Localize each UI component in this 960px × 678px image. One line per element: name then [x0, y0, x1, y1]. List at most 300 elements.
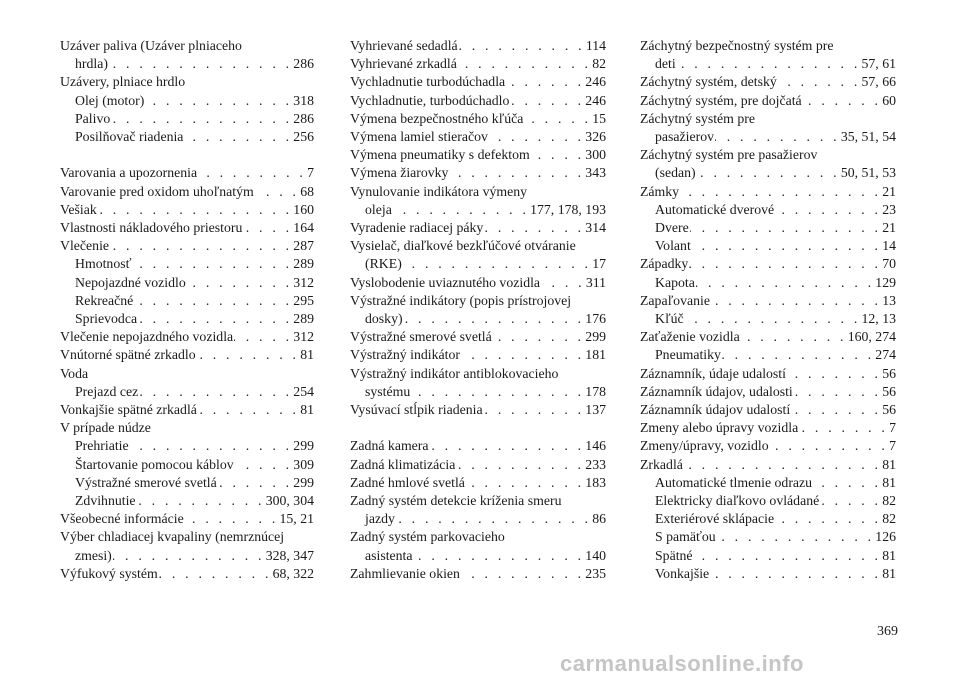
index-subentry — [350, 201, 606, 219]
index-subentry — [640, 547, 896, 565]
dot-leader — [113, 547, 265, 565]
index-entry — [350, 346, 606, 364]
entry-page-ref: 181 — [585, 347, 606, 363]
dot-leader — [234, 328, 292, 346]
index-subentry — [60, 255, 314, 273]
index-entry — [60, 201, 314, 219]
entry-page-ref: 35, 51, 54 — [840, 129, 896, 145]
entry-term: Olej (motor) — [75, 92, 145, 108]
index-entry — [60, 328, 314, 346]
entry-term: Vysúvací stĺpik riadenia — [350, 402, 483, 418]
index-entry — [350, 146, 606, 164]
index-subentry — [350, 510, 606, 528]
index-subentry — [640, 55, 896, 73]
index-entry — [60, 219, 314, 237]
index-heading: Vynulovanie indikátora výmeny — [350, 183, 528, 199]
index-entry — [60, 565, 314, 583]
entry-page-ref: 311 — [585, 274, 606, 290]
entry-page-ref: 86 — [592, 511, 606, 527]
entry-page-ref: 286 — [293, 56, 314, 72]
dot-leader — [430, 437, 585, 455]
entry-term: Výstražný indikátor — [350, 347, 460, 363]
dot-leader — [778, 73, 861, 91]
dot-leader — [506, 73, 584, 91]
entry-term: Vlečenie nepojazdného vozidla — [60, 329, 234, 345]
index-entry — [350, 437, 606, 455]
entry-page-ref: 312 — [293, 329, 314, 345]
index-subentry — [640, 310, 896, 328]
entry-page-ref: 15 — [592, 110, 606, 126]
entry-page-ref: 274 — [875, 347, 896, 363]
index-heading: Výber chladiacej kvapaliny (nemrznúcej — [60, 529, 285, 545]
index-subentry — [60, 110, 314, 128]
dot-leader — [187, 274, 293, 292]
entry-term: Zadné hmlové svetlá — [350, 474, 465, 490]
entry-term: Pneumatiky — [655, 347, 721, 363]
entry-term: S pamäťou — [655, 529, 716, 545]
entry-term: Vešiak — [60, 201, 97, 217]
index-entry — [60, 346, 314, 364]
entry-term: (sedan) — [655, 165, 696, 181]
dot-leader — [820, 492, 881, 510]
entry-page-ref: 81 — [300, 402, 314, 418]
entry-page-ref: 81 — [882, 565, 896, 581]
index-subentry — [60, 474, 314, 492]
entry-term: Sprievodca — [75, 311, 138, 327]
index-heading: Zadný systém parkovacieho — [350, 529, 505, 545]
dot-leader — [458, 55, 591, 73]
dot-leader — [799, 419, 888, 437]
entry-term: deti — [655, 56, 676, 72]
dot-leader — [722, 346, 874, 364]
entry-page-ref: 7 — [307, 165, 314, 181]
dot-leader — [130, 437, 293, 455]
dot-leader — [741, 328, 847, 346]
entry-term: Vlastnosti nákladového priestoru — [60, 220, 243, 236]
dot-leader — [696, 274, 874, 292]
entry-page-ref: 114 — [585, 38, 606, 53]
entry-term: jazdy — [365, 511, 395, 527]
index-entry — [640, 328, 896, 346]
entry-term: Dvere — [655, 220, 689, 236]
dot-leader — [791, 401, 881, 419]
index-entry — [350, 128, 606, 146]
dot-leader — [98, 201, 293, 219]
entry-term: Varovania a upozornenia — [60, 165, 198, 181]
dot-leader — [159, 565, 272, 583]
index-heading: Záchytný systém pre — [640, 110, 755, 126]
entry-term: Automatické tlmenie odrazu — [655, 474, 813, 490]
entry-page-ref: 21 — [882, 220, 896, 236]
entry-page-ref: 289 — [293, 311, 314, 327]
index-subentry — [640, 474, 896, 492]
index-subentry — [60, 456, 314, 474]
entry-page-ref: 246 — [585, 74, 606, 90]
entry-term: Kľúč — [655, 311, 684, 327]
entry-page-ref: 312 — [293, 274, 314, 290]
page-number: 369 — [877, 624, 898, 639]
dot-leader — [692, 237, 881, 255]
index-entry — [350, 164, 606, 182]
entry-page-ref: 140 — [585, 547, 606, 563]
entry-term: Vyslobodenie uviaznutého vozidla — [350, 274, 541, 290]
entry-page-ref: 50, 51, 53 — [840, 165, 896, 181]
dot-leader — [787, 365, 881, 383]
entry-term: Štartovanie pomocou káblov — [75, 456, 234, 472]
index-subentry — [60, 383, 314, 401]
entry-page-ref: 287 — [293, 238, 314, 254]
dot-leader — [403, 255, 591, 273]
dot-leader — [717, 528, 875, 546]
index-entry — [350, 401, 606, 419]
entry-term: Vnútorné spätné zrkadlo — [60, 347, 196, 363]
dot-leader — [685, 310, 861, 328]
entry-page-ref: 300 — [585, 147, 606, 163]
section-gap — [350, 419, 606, 437]
dot-leader — [684, 456, 881, 474]
entry-page-ref: 256 — [293, 129, 314, 145]
entry-term: Všeobecné informácie — [60, 511, 184, 527]
index-entry — [60, 401, 314, 419]
index-entry — [640, 183, 896, 201]
entry-page-ref: 81 — [882, 547, 896, 563]
entry-term: Exteriérové sklápacie — [655, 511, 775, 527]
entry-term: (RKE) — [365, 256, 402, 272]
index-entry — [60, 164, 314, 182]
dot-leader — [484, 219, 584, 237]
entry-term: Elektricky diaľkovo ovládané — [655, 493, 820, 509]
dot-leader — [185, 510, 279, 528]
dot-leader — [803, 92, 882, 110]
dot-leader — [198, 164, 306, 182]
index-entry — [640, 437, 896, 455]
entry-term: Prehriatie — [75, 438, 129, 454]
index-entry — [640, 292, 896, 310]
entry-term: asistenta — [365, 547, 413, 563]
dot-leader — [813, 474, 881, 492]
index-subentry — [640, 492, 896, 510]
entry-term: Volant — [655, 238, 691, 254]
dot-leader — [690, 219, 881, 237]
index-subentry — [60, 274, 314, 292]
entry-term: Vonkajšie spätné zrkadlá — [60, 402, 197, 418]
dot-leader — [770, 437, 888, 455]
entry-page-ref: 146 — [585, 438, 606, 454]
dot-leader — [137, 492, 265, 510]
index-subentry — [350, 310, 606, 328]
index-subentry — [640, 528, 896, 546]
dot-leader — [393, 201, 529, 219]
dot-leader — [449, 164, 584, 182]
entry-term: Kapota — [655, 274, 695, 290]
entry-page-ref: 326 — [585, 129, 606, 145]
dot-leader — [197, 346, 300, 364]
index-entry — [640, 92, 896, 110]
index-subentry — [640, 565, 896, 583]
entry-term: Vyradenie radiacej páky — [350, 220, 484, 236]
entry-page-ref: 129 — [875, 274, 896, 290]
entry-term: dosky) — [365, 311, 403, 327]
entry-page-ref: 12, 13 — [861, 311, 896, 327]
index-entry — [350, 55, 606, 73]
entry-term: Vyhrievané sedadlá — [350, 38, 458, 53]
dot-leader — [484, 401, 585, 419]
dot-leader — [531, 146, 585, 164]
entry-page-ref: 295 — [293, 292, 314, 308]
watermark: carmanualsonline.info — [560, 651, 804, 676]
entry-page-ref: 160, 274 — [847, 329, 896, 345]
entry-page-ref: 7 — [889, 420, 896, 436]
index-subentry — [640, 128, 896, 146]
index-subentry — [60, 92, 314, 110]
index-subentry — [60, 492, 314, 510]
index-entry — [350, 110, 606, 128]
entry-term: Výmena žiarovky — [350, 165, 449, 181]
entry-page-ref: 17 — [592, 256, 606, 272]
entry-page-ref: 21 — [882, 183, 896, 199]
dot-leader — [689, 255, 881, 273]
entry-page-ref: 235 — [585, 565, 606, 581]
entry-term: Výstražné smerové svetlá — [350, 329, 492, 345]
entry-term: Zahmlievanie okien — [350, 565, 460, 581]
dot-leader — [489, 128, 584, 146]
entry-page-ref: 56 — [882, 402, 896, 418]
entry-page-ref: 299 — [293, 474, 314, 490]
index-entry — [350, 456, 606, 474]
entry-term: Výmena pneumatiky s defektom — [350, 147, 530, 163]
index-heading: Záchytný bezpečnostný systém pre — [640, 38, 834, 53]
dot-leader — [710, 565, 881, 583]
dot-leader — [775, 201, 881, 219]
dot-leader — [243, 219, 292, 237]
entry-page-ref: 70 — [882, 256, 896, 272]
dot-leader — [235, 456, 293, 474]
entry-term: Výmena bezpečnostného kľúča — [350, 110, 524, 126]
entry-page-ref: 56 — [882, 365, 896, 381]
dot-leader — [461, 565, 584, 583]
entry-term: Záchytný systém, pre dojčatá — [640, 92, 802, 108]
dot-leader — [459, 37, 585, 55]
entry-term: Nepojazdné vozidlo — [75, 274, 186, 290]
index-subentry — [640, 346, 896, 364]
entry-page-ref: 56 — [882, 383, 896, 399]
entry-page-ref: 68 — [300, 183, 314, 199]
entry-page-ref: 176 — [585, 311, 606, 327]
index-subentry — [640, 219, 896, 237]
entry-page-ref: 23 — [882, 201, 896, 217]
dot-leader — [414, 547, 585, 565]
entry-term: Vychladnutie turbodúchadla — [350, 74, 506, 90]
index-subentry — [60, 437, 314, 455]
entry-term: Záznamník údajov, udalosti — [640, 383, 793, 399]
index-subentry — [60, 547, 314, 565]
entry-term: Zmeny/úpravy, vozidlo — [640, 438, 769, 454]
entry-term: Hmotnosť — [75, 256, 132, 272]
entry-term: Vyhrievané zrkadlá — [350, 56, 457, 72]
index-subentry — [60, 55, 314, 73]
entry-page-ref: 183 — [585, 474, 606, 490]
dot-leader — [715, 128, 840, 146]
dot-leader — [184, 128, 292, 146]
entry-term: Zrkadlá — [640, 456, 683, 472]
dot-leader — [110, 237, 292, 255]
entry-term: Posilňovač riadenia — [75, 129, 184, 145]
index-subentry — [640, 164, 896, 182]
dot-leader — [255, 183, 299, 201]
entry-page-ref: 7 — [889, 438, 896, 454]
entry-term: pasažierov — [655, 129, 714, 145]
entry-term: Výstražné smerové svetlá — [75, 474, 217, 490]
entry-term: Výmena lamiel stieračov — [350, 129, 488, 145]
entry-page-ref: 246 — [585, 92, 606, 108]
entry-page-ref: 177, 178, 193 — [530, 201, 606, 217]
index-entry — [640, 255, 896, 273]
index-entry — [350, 474, 606, 492]
index-entry — [640, 456, 896, 474]
dot-leader — [139, 383, 292, 401]
index-column-2 — [350, 37, 606, 583]
entry-term: Zapaľovanie — [640, 292, 710, 308]
entry-page-ref: 126 — [875, 529, 896, 545]
section-gap — [60, 146, 314, 164]
index-subentry — [640, 201, 896, 219]
entry-term: zmesi) — [75, 547, 112, 563]
index-subentry — [350, 255, 606, 273]
entry-page-ref: 57, 66 — [861, 74, 896, 90]
index-heading: Výstražný indikátor antiblokovacieho — [350, 365, 559, 381]
entry-term: Spätné — [655, 547, 693, 563]
entry-term: Výfukový systém — [60, 565, 158, 581]
entry-page-ref: 13 — [882, 292, 896, 308]
entry-page-ref: 160 — [293, 201, 314, 217]
index-entry — [640, 383, 896, 401]
index-entry — [350, 37, 606, 55]
entry-page-ref: 14 — [882, 238, 896, 254]
entry-page-ref: 328, 347 — [265, 547, 314, 563]
entry-page-ref: 81 — [882, 456, 896, 472]
index-entry — [350, 274, 606, 292]
entry-page-ref: 57, 61 — [861, 56, 896, 72]
index-heading: Záchytný systém pre pasažierov — [640, 147, 818, 163]
index-heading: Uzávery, plniace hrdlo — [60, 74, 186, 90]
index-column-1 — [60, 37, 314, 583]
entry-term: Palivo — [75, 110, 111, 126]
index-subentry — [640, 274, 896, 292]
entry-page-ref: 137 — [585, 402, 606, 418]
index-subentry — [60, 310, 314, 328]
entry-term: Vlečenie — [60, 238, 110, 254]
dot-leader — [133, 255, 293, 273]
index-subentry — [640, 510, 896, 528]
index-heading: Vysielač, diaľkové bezkľúčové otváranie — [350, 238, 576, 254]
entry-page-ref: 314 — [585, 220, 606, 236]
entry-term: Zámky — [640, 183, 680, 199]
entry-page-ref: 299 — [585, 329, 606, 345]
entry-page-ref: 15, 21 — [279, 511, 314, 527]
entry-page-ref: 343 — [585, 165, 606, 181]
dot-leader — [524, 110, 591, 128]
index-subentry — [350, 383, 606, 401]
dot-leader — [111, 110, 292, 128]
index-entry — [640, 73, 896, 91]
dot-leader — [109, 55, 292, 73]
dot-leader — [145, 92, 292, 110]
entry-term: Záchytný systém, detský — [640, 74, 777, 90]
entry-term: Záznamník, údaje udalostí — [640, 365, 786, 381]
entry-term: Zadná klimatizácia — [350, 456, 456, 472]
dot-leader — [775, 510, 881, 528]
entry-page-ref: 300, 304 — [265, 493, 314, 509]
entry-term: Zaťaženie vozidla — [640, 329, 740, 345]
dot-leader — [697, 164, 840, 182]
index-entry — [350, 565, 606, 583]
entry-page-ref: 68, 322 — [272, 565, 314, 581]
dot-leader — [411, 383, 584, 401]
dot-leader — [138, 310, 292, 328]
index-subentry — [640, 237, 896, 255]
entry-term: Západky — [640, 256, 689, 272]
dot-leader — [493, 328, 585, 346]
entry-term: Vonkajšie — [655, 565, 710, 581]
entry-page-ref: 299 — [293, 438, 314, 454]
entry-page-ref: 81 — [300, 347, 314, 363]
entry-page-ref: 233 — [585, 456, 606, 472]
index-entry — [350, 328, 606, 346]
index-entry — [60, 237, 314, 255]
dot-leader — [694, 547, 882, 565]
dot-leader — [198, 401, 299, 419]
dot-leader — [677, 55, 861, 73]
entry-page-ref: 318 — [293, 92, 314, 108]
entry-term: Varovanie pred oxidom uhoľnatým — [60, 183, 254, 199]
entry-page-ref: 81 — [882, 474, 896, 490]
index-heading: V prípade núdze — [60, 420, 151, 436]
dot-leader — [404, 310, 585, 328]
dot-leader — [680, 183, 881, 201]
dot-leader — [134, 292, 292, 310]
index-heading: Zadný systém detekcie kríženia smeru — [350, 493, 562, 509]
index-entry — [60, 183, 314, 201]
entry-term: Vychladnutie, turbodúchadlo — [350, 92, 510, 108]
entry-page-ref: 178 — [585, 383, 606, 399]
index-subentry — [60, 128, 314, 146]
entry-term: Automatické dverové — [655, 201, 775, 217]
index-subentry — [60, 292, 314, 310]
entry-page-ref: 289 — [293, 256, 314, 272]
index-entry — [640, 401, 896, 419]
index-entry — [640, 365, 896, 383]
index-column-3 — [640, 37, 896, 583]
dot-leader — [461, 346, 584, 364]
entry-page-ref: 82 — [592, 56, 606, 72]
index-heading: Uzáver paliva (Uzáver plniaceho — [60, 38, 242, 53]
entry-page-ref: 286 — [293, 110, 314, 126]
entry-page-ref: 60 — [882, 92, 896, 108]
dot-leader — [396, 510, 591, 528]
entry-page-ref: 254 — [293, 383, 314, 399]
entry-term: hrdla) — [75, 56, 108, 72]
dot-leader — [510, 92, 584, 110]
index-entry — [350, 73, 606, 91]
index-heading: Výstražné indikátory (popis prístrojovej — [350, 292, 572, 308]
index-entry — [350, 219, 606, 237]
entry-term: Rekreačné — [75, 292, 134, 308]
entry-term: Zdvihnutie — [75, 493, 136, 509]
index-subentry — [350, 547, 606, 565]
dot-leader — [466, 474, 584, 492]
entry-term: Zadná kamera — [350, 438, 429, 454]
index-entry — [60, 510, 314, 528]
